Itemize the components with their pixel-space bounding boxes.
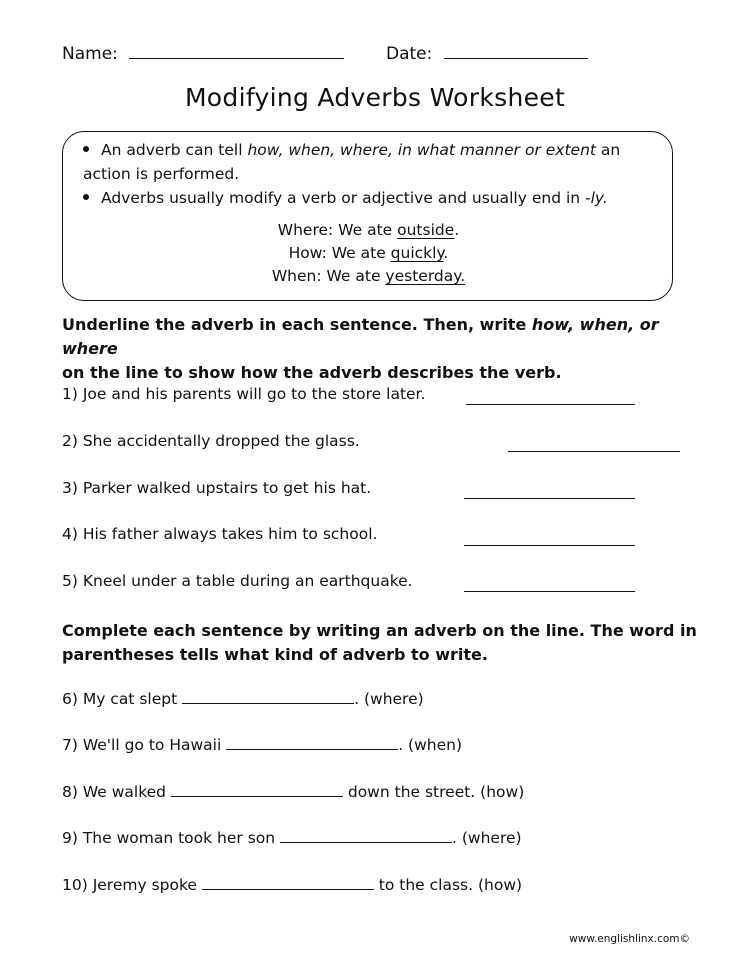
answer-line-10[interactable] [202,888,374,890]
answer-line-2[interactable] [508,450,680,452]
answer-line-7[interactable] [226,748,398,750]
examples [63,219,674,288]
bullet-1 [83,138,668,186]
bullet-dot-icon [83,146,89,152]
question-8: 8) We walked down the street. (how) [62,783,525,801]
answer-line-4[interactable] [464,544,635,546]
answer-line-3[interactable] [464,497,635,499]
question-3: 3) Parker walked upstairs to get his hat. [62,479,372,497]
bullet-1-italic: how, when, where, in what manner or extent [247,141,596,159]
answer-line-5[interactable] [464,590,635,592]
answer-line-8[interactable] [171,795,343,797]
answer-line-6[interactable] [182,702,354,704]
bullet-2-text: Adverbs usually modify a verb or adjective and usually end in [101,189,586,207]
bullet-2-italic: -ly. [585,189,608,207]
example-when: When: We ate yesterday. [271,267,466,285]
name-row [62,44,344,64]
question-6: 6) My cat slept . (where) [62,690,424,708]
answer-line-9[interactable] [280,841,452,843]
name-blank[interactable] [129,57,344,59]
date-label: Date: [386,44,433,64]
bullet-2 [83,186,668,210]
section-2-instruction: Complete each sentence by writing an adverb on the line. The word in parentheses tells what kind of adverb to write. [62,621,697,664]
info-box [62,131,673,301]
question-7: 7) We'll go to Hawaii . (when) [62,736,463,754]
answer-line-1[interactable] [466,403,635,405]
bullet-1-line2: action is performed. [83,165,240,183]
page-title: Modifying Adverbs Worksheet [184,83,566,112]
question-2: 2) She accidentally dropped the glass. [62,432,360,450]
question-10: 10) Jeremy spoke to the class. (how) [62,876,523,894]
date-blank[interactable] [444,57,588,59]
question-4: 4) His father always takes him to school. [62,525,378,543]
date-row [386,44,588,64]
question-5: 5) Kneel under a table during an earthquake. [62,572,413,590]
bullet-dot-icon [83,194,89,200]
footer-url: www.englishlinx.com© [569,933,690,945]
question-9: 9) The woman took her son . (where) [62,829,522,847]
bullet-1-tail: an [595,141,621,159]
bullet-1-text: An adverb can tell [101,141,248,159]
name-label: Name: [62,44,118,64]
section-1-instruction: Underline the adverb in each sentence. Then, write how, when, or where on the line to show how the adverb describes the verb. [62,315,659,382]
example-where: Where: We ate outside. [277,221,460,239]
question-1: 1) Joe and his parents will go to the store later. [62,385,426,403]
example-how: How: We ate quickly. [288,244,449,262]
